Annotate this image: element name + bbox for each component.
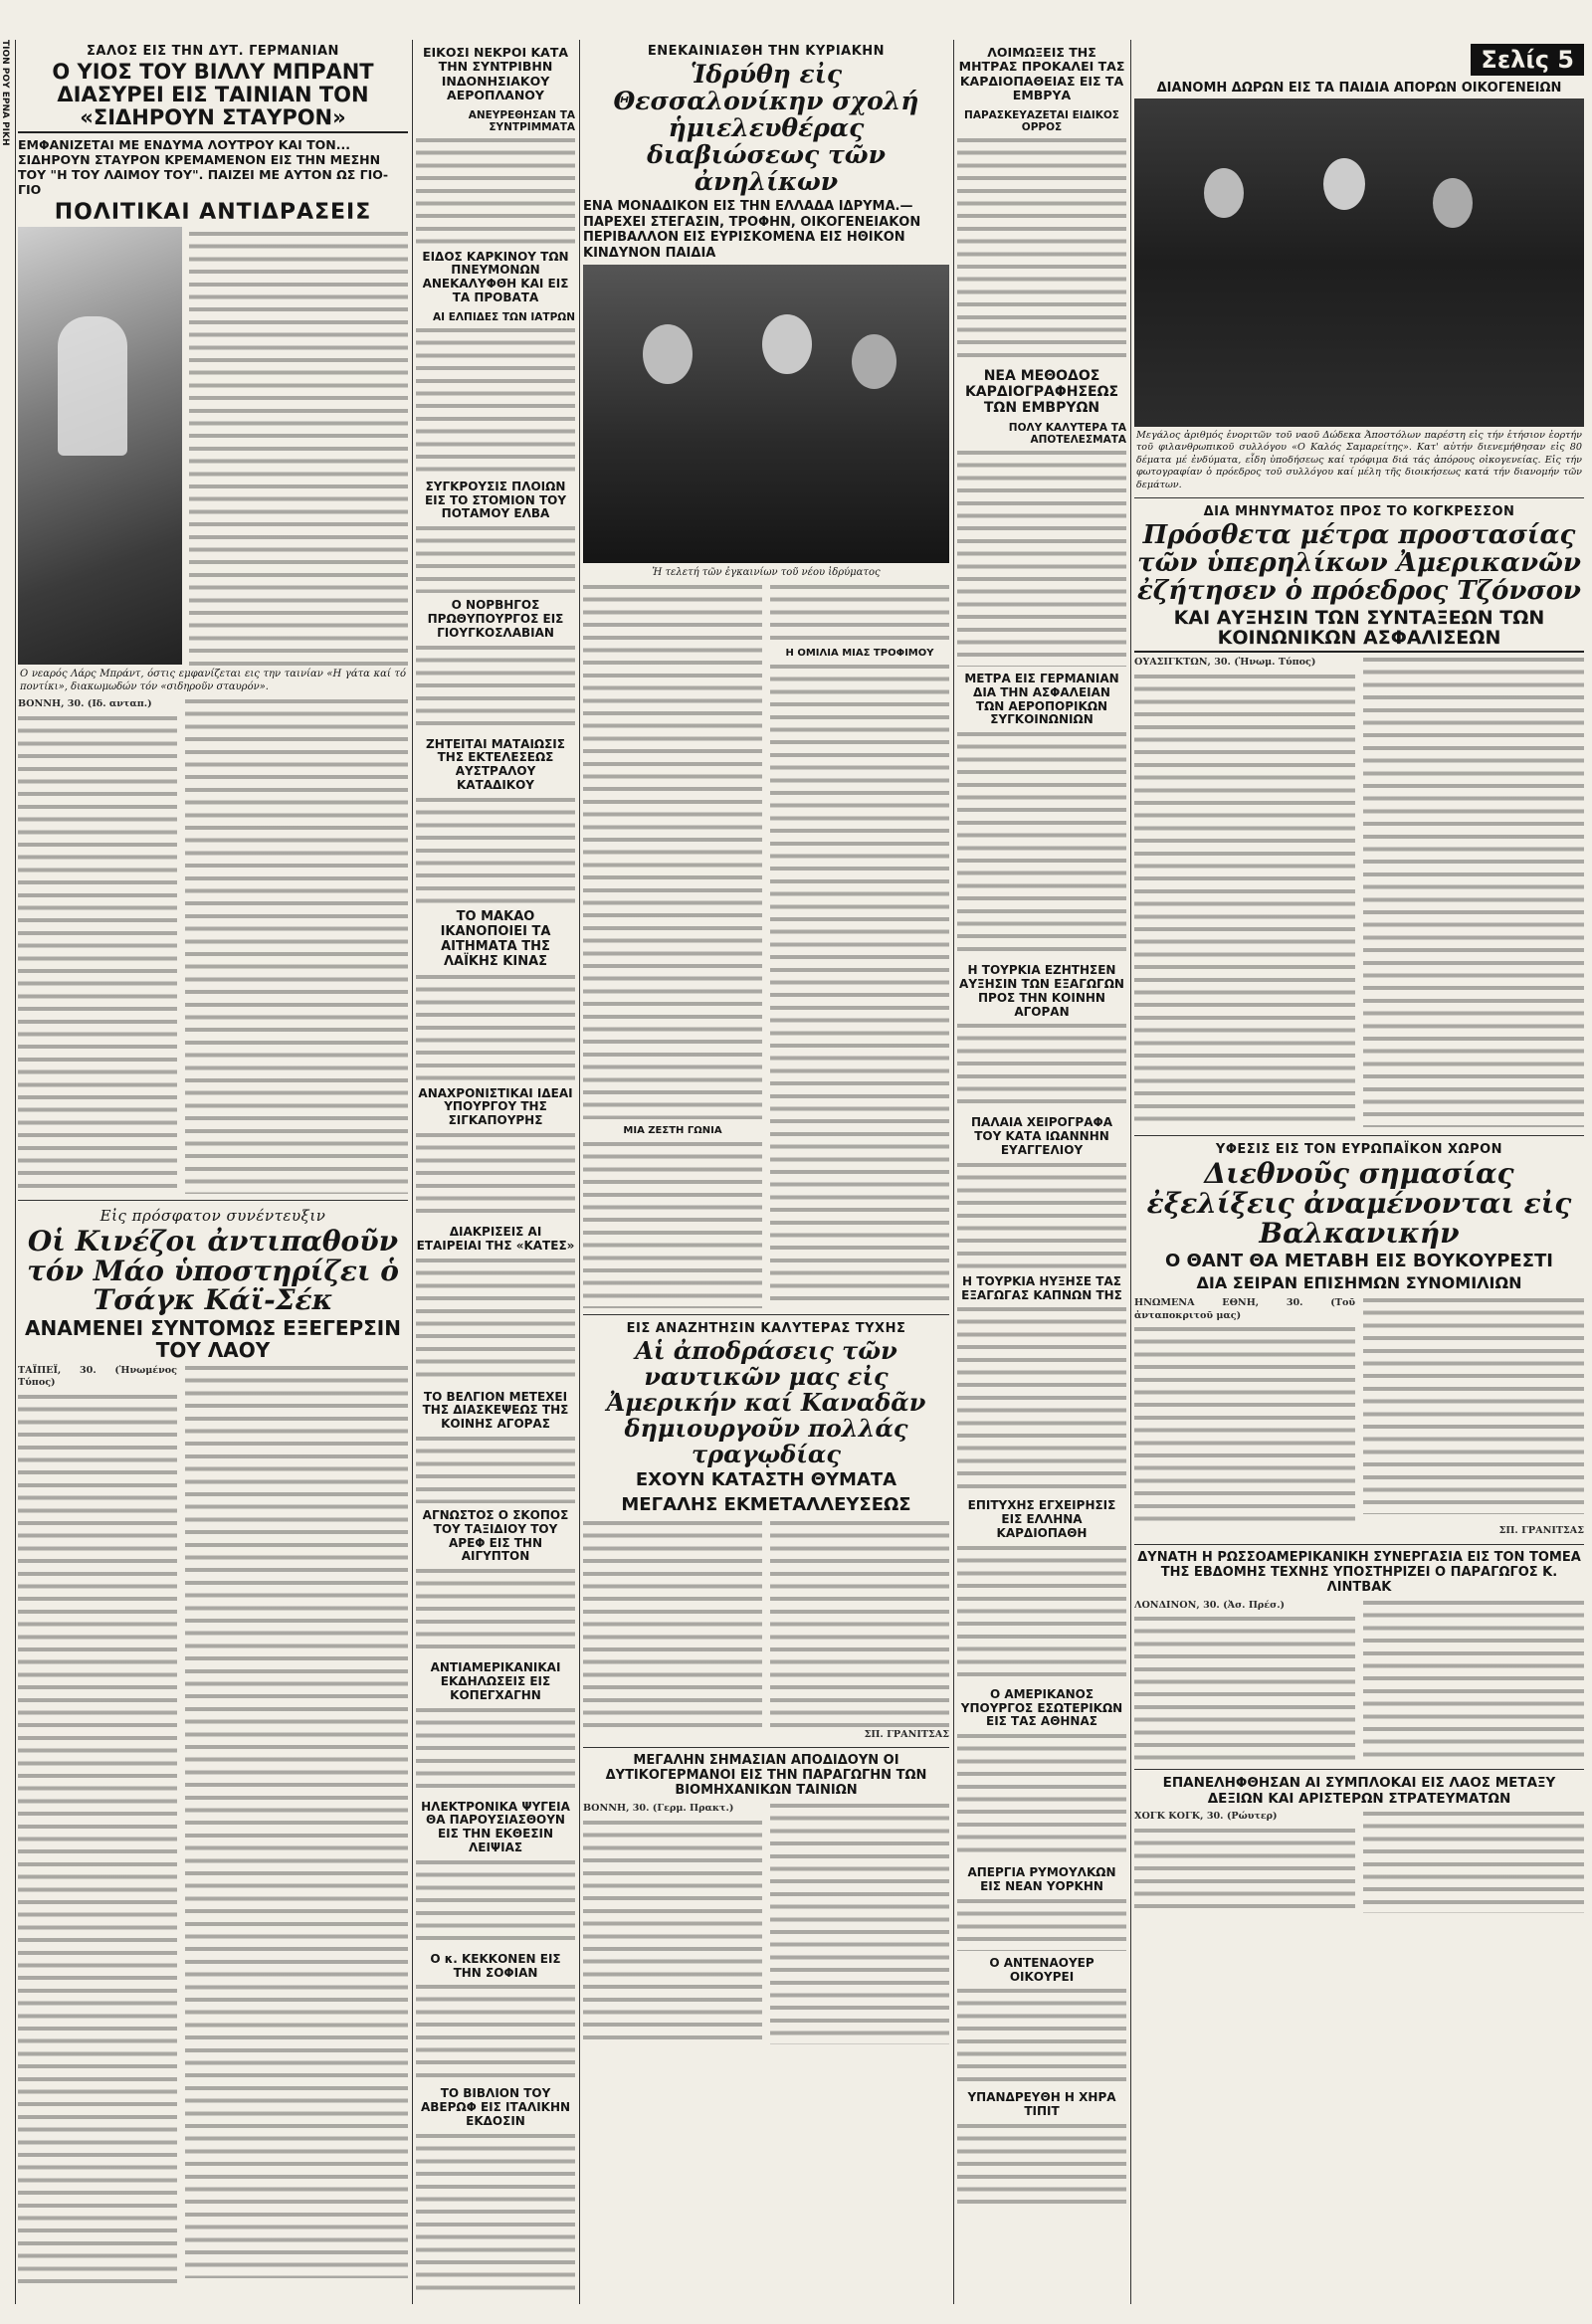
col3-h10: ΑΓΝΩΣΤΟΣ Ο ΣΚΟΠΟΣ ΤΟΥ ΤΑΞΙΔΙΟΥ ΤΟΥ ΑΡΕΦ ΕΙΣ ΤΗΝ ΑΙΓΥΠΤΟΝ	[422, 1507, 569, 1564]
text-lines	[416, 643, 575, 732]
column-5	[957, 40, 1126, 2304]
col4-kicker: ΕΝΕΚΑΙΝΙΑΣΘΗ ΤΗΝ ΚΥΡΙΑΚΗΝ	[647, 44, 886, 59]
col4-bottom-body	[583, 1518, 949, 1727]
text-lines	[416, 1857, 575, 1947]
text-lines	[583, 1139, 762, 1308]
col4-bottom-headline: Αἱ ἀποδράσεις τῶν ναυτικῶν μας εἰς Ἀμερικήν καί Καναδᾶν δημιουργοῦν πολλάς τραγῳδίας	[606, 1335, 926, 1468]
col4-photo	[583, 265, 949, 563]
col1-interview-dateline: ΤΑΪΠΕΪ, 30. (Ἠνωμένος Τύπος)	[18, 1364, 177, 1389]
text-lines	[957, 448, 1126, 667]
col6-dateline3: ΛΟΝΔΙΝΟΝ, 30. (Ἀσ. Πρέσ.)	[1134, 1599, 1286, 1611]
col1-photo	[18, 227, 182, 665]
column-rule	[579, 40, 580, 2304]
text-lines	[770, 662, 949, 1308]
col5-h5: ΠΑΛΑΙΑ ΧΕΙΡΟΓΡΑΦΑ ΤΟΥ ΚΑΤΑ ΙΩΑΝΝΗΝ ΕΥΑΓΓΕΛΙΟΥ	[971, 1115, 1112, 1157]
col6-body-left	[1134, 655, 1355, 1129]
divider	[583, 1747, 949, 1748]
col6-sub2b: ΔΙΑ ΣΕΙΡΑΝ ΕΠΙΣΗΜΩΝ ΣΥΝΟΜΙΛΙΩΝ	[1196, 1273, 1522, 1293]
text-lines	[583, 1518, 762, 1727]
divider	[1134, 497, 1584, 498]
col4-body-right	[770, 582, 949, 1308]
col1-headline: Ο ΥΙΟΣ ΤΟΥ ΒΙΛΛΥ ΜΠΡΑΝΤ ΔΙΑΣΥΡΕΙ ΕΙΣ ΤΑΙΝΙΑΝ ΤΟΝ «ΣΙΔΗΡΟΥΝ ΣΤΑΥΡΟΝ»	[18, 61, 408, 133]
col4-headline: Ἱδρύθη εἰς Θεσσαλονίκην σχολή ἡμιελευθέρας διαβιώσεως τῶν ἀνηλίκων	[613, 60, 919, 196]
text-lines	[416, 1566, 575, 1655]
col6-body2-left	[1134, 1295, 1355, 1523]
text-lines	[957, 135, 1126, 364]
col3-h1: ΕΙΚΟΣΙ ΝΕΚΡΟΙ ΚΑΤΑ ΤΗΝ ΣΥΝΤΡΙΒΗΝ ΙΝΔΟΝΗΣΙΑΚΟΥ ΑΕΡΟΠΛΑΝΟΥ	[422, 45, 569, 103]
page-number-row	[1134, 44, 1584, 76]
col3-h9: ΤΟ ΒΕΛΓΙΟΝ ΜΕΤΕΧΕΙ ΤΗΣ ΔΙΑΣΚΕΨΕΩΣ ΤΗΣ ΚΟΙΝΗΣ ΑΓΟΡΑΣ	[422, 1389, 569, 1432]
text-lines	[416, 1434, 575, 1503]
col6-photo-face	[1433, 178, 1473, 228]
col4-germans-dateline: ΒΟΝΝΗ, 30. (Γερμ. Πρακτ.)	[583, 1803, 734, 1815]
col3-h14: ΤΟ ΒΙΒΛΙΟΝ ΤΟΥ ΑΒΕΡΩΦ ΕΙΣ ΙΤΑΛΙΚΗΝ ΕΚΔΟΣΙΝ	[420, 2086, 571, 2128]
text-lines	[957, 1543, 1126, 1682]
col3-h2: ΕΙΔΟΣ ΚΑΡΚΙΝΟΥ ΤΩΝ ΠΝΕΥΜΟΝΩΝ ΑΝΕΚΑΛΥΦΘΗ ΚΑΙ ΕΙΣ ΤΑ ΠΡΟΒΑΤΑ	[422, 249, 569, 305]
text-lines	[416, 2131, 575, 2290]
col4-germans-left	[583, 1801, 762, 2046]
col6-dateline4: ΧΟΓΚ ΚΟΓΚ, 30. (Ρώυτερ)	[1134, 1811, 1278, 1823]
column-4	[583, 40, 949, 2304]
col1-interview-body	[18, 1363, 408, 2287]
col3-h2-sub: ΑΙ ΕΛΠΙΔΕΣ ΤΩΝ ΙΑΤΡΩΝ	[433, 310, 575, 323]
col4-photo-caption: Ἡ τελετή τῶν ἐγκαινίων τοῦ νέου ἱδρύματος	[652, 567, 881, 579]
page-number: Σελίς 5	[1471, 44, 1584, 76]
col6-dateline2: ΗΝΩΜΕΝΑ ΕΘΝΗ, 30. (Τοῦ ἀνταποκριτοῦ μας)	[1134, 1296, 1355, 1321]
column-rule	[1130, 40, 1131, 2304]
col3-h6: ΤΟ ΜΑΚΑΟ ΙΚΑΝΟΠΟΙΕΙ ΤΑ ΑΙΤΗΜΑΤΑ ΤΗΣ ΛΑΪΚΗΣ ΚΙΝΑΣ	[440, 908, 551, 969]
col1-body-left	[18, 696, 177, 1194]
text-lines	[1363, 1295, 1584, 1514]
col3-h13: Ο κ. ΚΕΚΚΟΝΕΝ ΕΙΣ ΤΗΝ ΣΟΦΙΑΝ	[430, 1951, 561, 1980]
col3-h5: ΖΗΤΕΙΤΑΙ ΜΑΤΑΙΩΣΙΣ ΤΗΣ ΕΚΤΕΛΕΣΕΩΣ ΑΥΣΤΡΑΛΟΥ ΚΑΤΑΔΙΚΟΥ	[426, 736, 565, 793]
col5-h3: ΜΕΤΡΑ ΕΙΣ ΓΕΡΜΑΝΙΑΝ ΔΙΑ ΤΗΝ ΑΣΦΑΛΕΙΑΝ ΤΩΝ ΑΕΡΟΠΟΡΙΚΩΝ ΣΥΓΚΟΙΝΩΝΙΩΝ	[964, 672, 1119, 727]
text-lines	[416, 1982, 575, 2081]
text-lines	[416, 972, 575, 1081]
col4-bottom-kicker: ΕΙΣ ΑΝΑΖΗΤΗΣΙΝ ΚΑΛΥΤΕΡΑΣ ΤΥΧΗΣ	[626, 1320, 906, 1336]
text-lines	[770, 1518, 949, 1727]
col6-body3	[1134, 1598, 1584, 1764]
text-lines	[957, 1304, 1126, 1493]
text-lines	[770, 1801, 949, 2044]
col4-bottom-sub1: ΕΧΟΥΝ ΚΑΤΑΣΤΗ ΘΥΜΑΤΑ	[635, 1469, 897, 1491]
edge-fragment-text: ΤΙΟΝ ΡΟΥ ΕΡΝΑ ΡΙΚΗ	[0, 40, 10, 146]
text-lines	[957, 729, 1126, 958]
col4-subsection1: Η ΟΜΙΛΙΑ ΜΙΑΣ ΤΡΟΦΙΜΟΥ	[785, 648, 934, 660]
col6-photo	[1134, 98, 1584, 427]
col1-interview-headline: Οἱ Κινέζοι ἀντιπαθοῦν τόν Μάο ὑποστηρίζει ὁ Τσάγκ Κάϊ-Σέκ	[27, 1225, 399, 1317]
text-lines	[1363, 655, 1584, 1127]
text-lines	[1363, 1809, 1584, 1913]
text-lines	[416, 523, 575, 593]
text-lines	[957, 1021, 1126, 1110]
col4-germans-body	[583, 1801, 949, 2046]
text-lines	[18, 713, 177, 1191]
col1-interview-left	[18, 1363, 177, 2287]
column-rule	[412, 40, 413, 2304]
column-6	[1134, 44, 1584, 2304]
col1-subhead: ΕΜΦΑΝΙΖΕΤΑΙ ΜΕ ΕΝΔΥΜΑ ΛΟΥΤΡΟΥ ΚΑΙ ΤΟΝ... ΣΙΔΗΡΟΥΝ ΣΤΑΥΡΟΝ ΚΡΕΜΑΜΕΝΟΝ ΕΙΣ ΤΗΝ ΜΕΣΗΝ ΤΟΥ "Η ΤΟΥ ΛΑΙΜΟΥ ΤΟΥ". ΠΑΙΖΕΙ ΜΕ ΑΥΤΟΝ ΩΣ ΓΙΟ-ΓΙΟ	[18, 137, 389, 198]
col6-photo-caption: Μεγάλος ἀριθμός ἐνοριτῶν τοῦ ναοῦ Δώδεκα Ἀποστόλων παρέστη εἰς τήν ἑτήσιον ἑορτήν τοῦ φιλανθρωπικοῦ συλλόγου «Ο Καλός Σαμαρείτης». Κατ' αὐτήν διενεμήθησαν εἰς 80 δέματα μέ ἐνδύματα, εἶδη ὑποδήσεως καί τρόφιμα διά τάς ἀπόρους οἰκογενείας. Εἰς τήν φωτογραφίαν ὁ πρόεδρος τοῦ συλλόγου καί μέλη τῆς διοικήσεως κατά τήν διανομήν τῶν δεμάτων.	[1136, 429, 1582, 490]
col3-h12: ΗΛΕΚΤΡΟΝΙΚΑ ΨΥΓΕΙΑ ΘΑ ΠΑΡΟΥΣΙΑΣΘΟΥΝ ΕΙΣ ΤΗΝ ΕΚΘΕΣΙΝ ΛΕΙΨΙΑΣ	[421, 1799, 570, 1854]
text-lines	[185, 696, 408, 1194]
col4-photo-face	[643, 324, 693, 384]
col1-photo-figure	[58, 316, 127, 456]
col6-photo-face	[1204, 168, 1244, 218]
text-lines	[416, 1130, 575, 1220]
text-lines	[770, 582, 949, 642]
divider	[1134, 1135, 1584, 1136]
divider	[1134, 1769, 1584, 1770]
text-lines	[957, 1896, 1126, 1951]
col1-photo-caption: Ο νεαρός Λάρς Μπράντ, όστις εμφανίζεται εις την ταινίαν «Η γάτα καί τό ποντίκι», διακωμωδών τόν «σιδηροῦν σταυρόν».	[20, 669, 406, 693]
col5-h11: ΥΠΑΝΔΡΕΥΘΗ Η ΧΗΡΑ ΤΙΠΙΤ	[967, 2090, 1116, 2119]
text-lines	[18, 1392, 177, 2287]
col1-photo-block	[18, 227, 408, 665]
text-lines	[957, 1731, 1126, 1860]
col4-body-left	[583, 582, 762, 1308]
text-lines	[189, 229, 408, 667]
divider	[18, 1200, 408, 1201]
col5-h1-sub: ΠΑΡΑΣΚΕΥΑΖΕΤΑΙ ΕΙΔΙΚΟΣ ΟΡΡΟΣ	[964, 108, 1119, 133]
col3-h4: Ο ΝΟΡΒΗΓΟΣ ΠΡΩΘΥΠΟΥΡΓΟΣ ΕΙΣ ΓΙΟΥΓΚΟΣΛΑΒΙΑΝ	[427, 598, 564, 640]
column-1	[18, 40, 408, 2304]
text-lines	[583, 582, 762, 1119]
col5-h2: ΝΕΑ ΜΕΘΟΔΟΣ ΚΑΡΔΙΟΓΡΑΦΗΣΕΩΣ ΤΩΝ ΕΜΒΡΥΩΝ	[964, 367, 1119, 416]
col5-h6: Η ΤΟΥΡΚΙΑ ΗΥΞΗΣΕ ΤΑΣ ΕΞΑΓΩΓΑΣ ΚΑΠΝΩΝ ΤΗΣ	[961, 1273, 1122, 1302]
col1-interview-right	[185, 1363, 408, 2287]
col6-headline2: Διεθνοῦς σημασίας ἐξελίξεις ἀναμένονται εἰς Βαλκανικήν	[1146, 1156, 1572, 1251]
col4-bottom-signature: ΣΠ. ΓΡΑΝΙΤΣΑΣ	[864, 1728, 949, 1740]
col4-photo-face	[852, 334, 896, 389]
col6-kicker2: ΥΦΕΣΙΣ ΕΙΣ ΤΟΝ ΕΥΡΩΠΑΪΚΟΝ ΧΩΡΟΝ	[1215, 1141, 1503, 1157]
col5-h1: ΛΟΙΜΩΞΕΙΣ ΤΗΣ ΜΗΤΡΑΣ ΠΡΟΚΑΛΕΙ ΤΑΣ ΚΑΡΔΙΟΠΑΘΕΙΑΣ ΕΙΣ ΤΑ ΕΜΒΡΥΑ	[958, 45, 1125, 103]
col4-subsection2: ΜΙΑ ΖΕΣΤΗ ΓΩΝΙΑ	[623, 1125, 722, 1137]
col5-h2-sub: ΠΟΛΥ ΚΑΛΥΤΕΡΑ ΤΑ ΑΠΟΤΕΛΕΣΜΑΤΑ	[1008, 421, 1126, 446]
col5-h8: Ο ΑΜΕΡΙΚΑΝΟΣ ΥΠΟΥΡΓΟΣ ΕΣΩΤΕΡΙΚΩΝ ΕΙΣ ΤΑΣ ΑΘΗΝΑΣ	[960, 1686, 1123, 1729]
col6-body2	[1134, 1295, 1584, 1523]
text-lines	[416, 795, 575, 904]
column-3	[416, 40, 575, 2304]
divider	[583, 1314, 949, 1315]
col1-body-right	[185, 696, 408, 1194]
text-lines	[416, 325, 575, 475]
col6-body	[1134, 655, 1584, 1129]
col3-h1-sub: ΑΝΕΥΡΕΘΗΣΑΝ ΤΑ ΣΥΝΤΡΙΜΜΑΤΑ	[468, 108, 575, 133]
col6-headline: Πρόσθετα μέτρα προστασίας τῶν ὑπερηλίκων Ἀμερικανῶν ἐζήτησεν ὁ πρόεδρος Τζόνσον	[1137, 520, 1581, 607]
col6-dateline: ΟΥΑΣΙΓΚΤΩΝ, 30. (Ἠνωμ. Τύπος)	[1134, 657, 1316, 669]
divider	[1134, 1544, 1584, 1545]
col6-kicker: ΔΙΑ ΜΗΝΥΜΑΤΟΣ ΠΡΟΣ ΤΟ ΚΟΓΚΡΕΣΣΟΝ	[1203, 504, 1515, 520]
col1-kicker: ΣΑΛΟΣ ΕΙΣ ΤΗΝ ΔΥΤ. ΓΕΡΜΑΝΙΑΝ	[87, 44, 339, 59]
col4-body	[583, 582, 949, 1308]
col5-h4: Η ΤΟΥΡΚΙΑ ΕΖΗΤΗΣΕΝ ΑΥΞΗΣΙΝ ΤΩΝ ΕΞΑΓΩΓΩΝ ΠΡΟΣ ΤΗΝ ΚΟΙΝΗΝ ΑΓΟΡΑΝ	[959, 963, 1124, 1019]
col1-section: ΠΟΛΙΤΙΚΑΙ ΑΝΤΙΔΡΑΣΕΙΣ	[54, 200, 372, 226]
col6-photo-face	[1323, 158, 1365, 210]
col5-h7: ΕΠΙΤΥΧΗΣ ΕΓΧΕΙΡΗΣΙΣ ΕΙΣ ΕΛΛΗΝΑ ΚΑΡΔΙΟΠΑΘΗ	[967, 1498, 1116, 1540]
text-lines	[416, 1705, 575, 1795]
text-lines	[416, 1256, 575, 1385]
text-lines	[583, 1818, 762, 2046]
text-lines	[957, 1986, 1126, 2085]
col1-interview-sub: ΑΝΑΜΕΝΕΙ ΣΥΝΤΟΜΩΣ ΕΞΕΓΕΡΣΙΝ ΤΟΥ ΛΑΟΥ	[25, 1315, 401, 1362]
col3-h7: ΑΝΑΧΡΟΝΙΣΤΙΚΑΙ ΙΔΕΑΙ ΥΠΟΥΡΓΟΥ ΤΗΣ ΣΙΓΚΑΠΟΥΡΗΣ	[418, 1085, 573, 1128]
column-rule	[15, 40, 16, 2304]
col4-germans-headline: ΜΕΓΑΛΗΝ ΣΗΜΑΣΙΑΝ ΑΠΟΔΙΔΟΥΝ ΟΙ ΔΥΤΙΚΟΓΕΡΜΑΝΟΙ ΕΙΣ ΤΗΝ ΠΑΡΑΓΩΓΗΝ ΤΩΝ ΒΙΟΜΗΧΑΝΙΚΩΝ ΤΑΙΝΙΩΝ	[605, 1753, 927, 1799]
edge-fragment	[0, 40, 14, 179]
text-lines	[1134, 1324, 1355, 1523]
col6-body3-left	[1134, 1598, 1355, 1764]
col4-subhead: ΕΝΑ ΜΟΝΑΔΙΚΟΝ ΕΙΣ ΤΗΝ ΕΛΛΑΔΑ ΙΔΡΥΜΑ.— ΠΑΡΕΧΕΙ ΣΤΕΓΑΣΙΝ, ΤΡΟΦΗΝ, ΟΙΚΟΓΕΝΕΙΑΚΟΝ ΠΕΡΙΒΑΛΛΟΝ ΕΙΣ ΕΥΡΙΣΚΟΜΕΝΑ ΕΙΣ ΗΘΙΚΟΝ ΚΙΝΔΥΝΟΝ ΠΑΙΔΙΑ	[583, 199, 921, 261]
col6-headline3: ΔΥΝΑΤΗ Η ΡΩΣΣΟΑΜΕΡΙΚΑΝΙΚΗ ΣΥΝΕΡΓΑΣΙΑ ΕΙΣ ΤΟΝ ΤΟΜΕΑ ΤΗΣ ΕΒΔΟΜΗΣ ΤΕΧΝΗΣ ΥΠΟΣΤΗΡΙΖΕΙ Ο ΠΑΡΑΓΩΓΟΣ Κ. ΛΙΝΤΒΑΚ	[1137, 1549, 1581, 1595]
col1-photo-side-text	[189, 229, 408, 667]
col3-h8: ΔΙΑΚΡΙΣΕΙΣ ΑΙ ΕΤΑΙΡΕΙΑΙ ΤΗΣ «ΚΑΤΕΣ»	[416, 1224, 575, 1253]
text-lines	[416, 135, 575, 245]
text-lines	[185, 1363, 408, 2278]
column-rule	[953, 40, 954, 2304]
col5-h10: Ο ΑΝΤΕΝΑΟΥΕΡ ΟΙΚΟΥΡΕΙ	[989, 1955, 1094, 1984]
col4-bottom-sub2: ΜΕΓΑΛΗΣ ΕΚΜΕΤΑΛΛΕΥΣΕΩΣ	[621, 1494, 911, 1516]
col3-h11: ΑΝΤΙΑΜΕΡΙΚΑΝΙΚΑΙ ΕΚΔΗΛΩΣΕΙΣ ΕΙΣ ΚΟΠΕΓΧΑΓΗΝ	[430, 1660, 561, 1702]
col1-interview-kicker: Εἰς πρόσφατον συνέντευξιν	[100, 1207, 326, 1226]
col4-photo-face	[762, 314, 812, 374]
text-lines	[1134, 672, 1355, 1129]
col1-dateline: ΒΟΝΝΗ, 30. (Ιδ. ανταπ.)	[18, 698, 152, 710]
text-lines	[1134, 1826, 1355, 1915]
text-lines	[1363, 1598, 1584, 1762]
text-lines	[1134, 1614, 1355, 1763]
col6-signature2: ΣΠ. ΓΡΑΝΙΤΣΑΣ	[1498, 1525, 1584, 1537]
col6-sub2a: Ο ΘΑΝΤ ΘΑ ΜΕΤΑΒΗ ΕΙΣ ΒΟΥΚΟΥΡΕΣΤΙ	[1164, 1250, 1554, 1271]
col1-article-body	[18, 696, 408, 1194]
col6-headline4: ΕΠΑΝΕΛΗΦΘΗΣΑΝ ΑΙ ΣΥΜΠΛΟΚΑΙ ΕΙΣ ΛΑΟΣ ΜΕΤΑΞΥ ΔΕΞΙΩΝ ΚΑΙ ΑΡΙΣΤΕΡΩΝ ΣΤΡΑΤΕΥΜΑΤΩΝ	[1162, 1775, 1556, 1807]
text-lines	[957, 1160, 1126, 1269]
col3-h3: ΣΥΓΚΡΟΥΣΙΣ ΠΛΟΙΩΝ ΕΙΣ ΤΟ ΣΤΟΜΙΟΝ ΤΟΥ ΠΟΤΑΜΟΥ ΕΛΒΑ	[424, 479, 567, 521]
col6-photo-headline: ΔΙΑΝΟΜΗ ΔΩΡΩΝ ΕΙΣ ΤΑ ΠΑΙΔΙΑ ΑΠΟΡΩΝ ΟΙΚΟΓΕΝΕΙΩΝ	[1156, 81, 1562, 96]
col6-body4	[1134, 1809, 1584, 1915]
col6-subhead: ΚΑΙ ΑΥΞΗΣΙΝ ΤΩΝ ΣΥΝΤΑΞΕΩΝ ΤΩΝ ΚΟΙΝΩΝΙΚΩΝ ΑΣΦΑΛΙΣΕΩΝ	[1134, 608, 1584, 654]
col6-body4-left	[1134, 1809, 1355, 1915]
col5-h9: ΑΠΕΡΓΙΑ ΡΥΜΟΥΛΚΩΝ ΕΙΣ ΝΕΑΝ ΥΟΡΚΗΝ	[967, 1865, 1116, 1893]
text-lines	[957, 2121, 1126, 2211]
